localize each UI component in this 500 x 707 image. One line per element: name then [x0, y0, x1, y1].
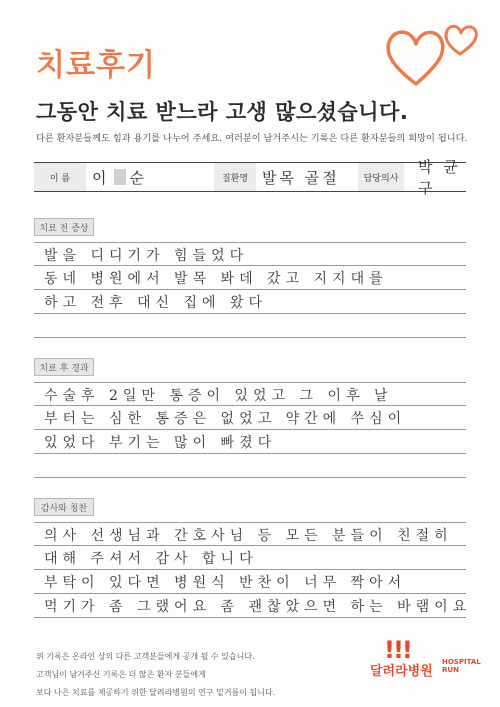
- handwritten-text: 있었다 부기는 많이 빠졌다: [44, 435, 277, 451]
- writing-line: [34, 266, 466, 290]
- disease-field: 발목 골절: [262, 168, 340, 187]
- doctor-label: 담당의사: [358, 163, 404, 191]
- footer-line: 위 기록은 온라인 상의 다른 고객분들에게 공개 될 수 있습니다.: [36, 652, 255, 661]
- writing-line: [34, 430, 466, 454]
- patient-info-row: [34, 158, 466, 197]
- disease-label: 질환명: [214, 163, 256, 191]
- hearts-icon: [382, 18, 482, 90]
- name-first: 이: [92, 168, 110, 187]
- handwritten-text: 동네 병원에서 발목 봐데 갔고 지지대를: [44, 271, 388, 287]
- logo-marks: !!!: [384, 636, 411, 664]
- hospital-logo: [370, 636, 480, 686]
- handwritten-text: 수술후 2일만 통증이 있었고 그 이후 날: [44, 388, 393, 404]
- doctor-field: 박 균 구: [418, 158, 461, 197]
- writing-line: [34, 314, 466, 338]
- writing-line: [34, 522, 466, 546]
- section-label-before: 치료 전 증상: [34, 218, 94, 236]
- handwritten-text: 먹기가 좀 그랬어요 좀 괜찮았으면 하는 바램이요: [44, 599, 472, 615]
- logo-en-line: HOSPITAL: [442, 658, 481, 666]
- section-label-after: 치료 후 경과: [34, 358, 94, 376]
- writing-line: [34, 570, 466, 594]
- subline: 다른 환자분들께도 힘과 용기를 나누어 주세요. 여러분이 남겨주시는 기록은 다른 환자분들의 희망이 됩니다.: [36, 133, 468, 144]
- handwritten-text: 하고 전후 대신 집에 왔다: [44, 295, 268, 311]
- handwritten-text: 부탁이 있다면 병원식 반찬이 너무 짝아서: [44, 575, 407, 591]
- section-lines-after: [34, 382, 466, 478]
- section-label-thanks: 감사와 칭찬: [34, 498, 94, 516]
- handwritten-text: 발을 디디기가 힘들었다: [44, 248, 249, 264]
- writing-line: [34, 382, 466, 406]
- logo-en-line: RUN: [442, 666, 459, 674]
- headline: 그동안 치료 받느라 고생 많으셨습니다.: [36, 100, 409, 124]
- name-last: 순: [129, 168, 147, 187]
- logo-en: [442, 658, 481, 674]
- section-lines-thanks: [34, 522, 472, 618]
- writing-line: [34, 242, 466, 266]
- writing-line: [34, 546, 466, 570]
- footer-line: 고객님이 남겨주신 기록은 더 많은 환자 분들에게: [36, 670, 206, 679]
- form-title: 치료후기: [36, 48, 156, 83]
- section-lines-before: [34, 242, 466, 338]
- redacted-mark: [114, 169, 126, 185]
- writing-line: [34, 290, 466, 314]
- handwritten-text: 부터는 심한 통증은 없었고 약간에 쑤심이: [44, 411, 407, 427]
- footer-notice: [36, 648, 275, 702]
- name-label: 이 름: [34, 163, 86, 191]
- name-field: [86, 163, 214, 191]
- footer-line: 보다 나은 치료를 제공하기 위한 달려라병원의 연구 밑거름이 됩니다.: [36, 688, 276, 697]
- writing-line: [34, 454, 466, 478]
- handwritten-text: 의사 선생님과 간호사님 등 모든 분들이 친절히: [44, 528, 453, 544]
- logo-name: 달려라병원: [370, 664, 433, 679]
- writing-line: [34, 594, 472, 618]
- handwritten-text: 대해 주셔서 감사 합니다: [44, 551, 258, 567]
- writing-line: [34, 406, 466, 430]
